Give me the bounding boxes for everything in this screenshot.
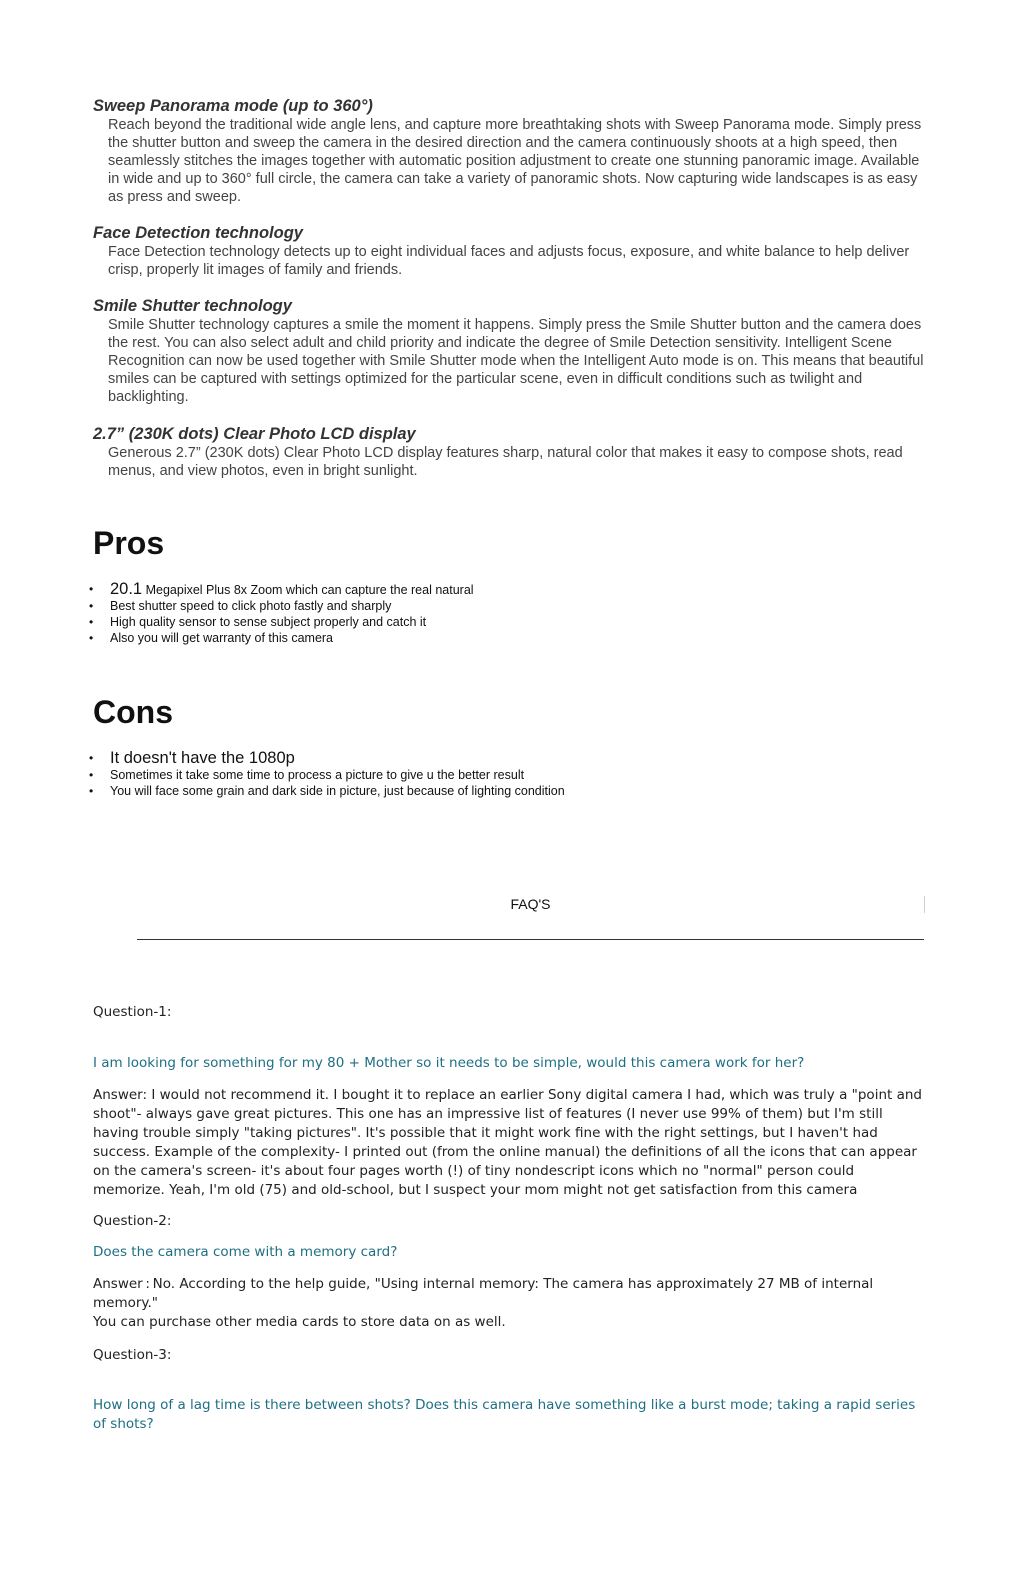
list-item-text: Megapixel Plus 8x Zoom which can capture the real natural — [142, 583, 474, 597]
list-item — [93, 630, 474, 646]
list-item-text: Best shutter speed to click photo fastly and sharply — [110, 599, 392, 613]
pros-list — [93, 581, 474, 646]
feature-smile-shutter — [93, 296, 933, 406]
question-text: How long of a lag time is there between shots? Does this camera have something like a burst mode; taking a rapid series of shots? — [93, 1397, 916, 1432]
divider — [137, 939, 924, 940]
feature-title: 2.7” (230K dots) Clear Photo LCD display — [93, 425, 416, 443]
feature-body: Generous 2.7” (230K dots) Clear Photo LCD display features sharp, natural color that makes it easy to compose shots, read menus, and view photos, even in bright sunlight. — [108, 445, 903, 479]
list-item-text: High quality sensor to sense subject properly and catch it — [110, 615, 427, 629]
divider — [924, 896, 925, 913]
faq-heading: FAQ'S — [510, 896, 551, 912]
pros-lead-number: 20.1 — [110, 580, 143, 598]
list-item — [93, 598, 474, 614]
question-label: Question-3: — [93, 1347, 172, 1363]
pros-heading: Pros — [93, 525, 165, 561]
list-item: • You will face some grain and dark side in picture, just because of lighting condition — [93, 783, 565, 799]
list-item — [93, 581, 474, 598]
question-label: Question-2: — [93, 1213, 172, 1229]
question-label: Question-1: — [93, 1004, 172, 1020]
feature-body: Reach beyond the traditional wide angle lens, and capture more breathtaking shots with Sweep Panorama mode. Simply press the shutter button and sweep the camera in the desired direction and the camera continuously shoots at a high speed, then seamlessly stitches the images together with automatic position adjustment to create one stunning panoramic image. Available in wide and up to 360° full circle, the camera can take a variety of panoramic shots. Now capturing wide landscapes is as easy as press and sweep. — [108, 117, 922, 205]
question-text: I am looking for something for my 80 + Mother so it needs to be simple, would this camera work for her? — [93, 1055, 805, 1071]
list-item: • Sometimes it take some time to process a picture to give u the better result — [93, 767, 565, 783]
feature-sweep-panorama — [93, 96, 933, 206]
cons-heading: Cons — [93, 694, 173, 730]
feature-title: Sweep Panorama mode (up to 360°) — [93, 97, 373, 115]
answer-text: Answer : No. According to the help guide, "Using internal memory: The camera has approximately 27 MB of internal memory." — [93, 1276, 874, 1311]
list-item — [93, 614, 474, 630]
cons-list — [93, 749, 565, 799]
feature-face-detection — [93, 223, 933, 279]
feature-lcd-display — [93, 424, 933, 480]
feature-body: Smile Shutter technology captures a smile the moment it happens. Simply press the Smile Shutter button and the camera does the rest. You can also select adult and child priority and indicate the degree of Smile Detection sensitivity. Intelligent Scene Recognition can now be used together with Smile Shutter mode when the Intelligent Auto mode is on. This means that beautiful smiles can be captured with settings optimized for the particular scene, even in difficult conditions such as twilight and backlighting. — [108, 317, 924, 405]
answer-text: You can purchase other media cards to store data on as well. — [93, 1314, 506, 1330]
feature-body: Face Detection technology detects up to eight individual faces and adjusts focus, exposure, and white balance to help deliver crisp, properly lit images of family and friends. — [108, 244, 910, 278]
list-item-text: Also you will get warranty of this camera — [110, 631, 334, 645]
feature-title: Face Detection technology — [93, 224, 303, 242]
list-item: • It doesn't have the 1080p — [93, 749, 565, 767]
answer-text: Answer: I would not recommend it. I bought it to replace an earlier Sony digital camera I had, which was truly a "point and shoot"- always gave great pictures. This one has an impressive list of features (I never use 99% of them) but I'm still having trouble simply "taking pictures". It's possible that it might work fine with the right settings, but I haven't had success. Example of the complexity- I printed out (from the online manual) the definitions of all the icons that can appear on the camera's screen- it's about four pages worth (!) of tiny nondescript icons which no "normal" person could memorize. Yeah, I'm old (75) and old-school, but I suspect your mom might not get satisfaction from this camera — [93, 1087, 922, 1198]
feature-title: Smile Shutter technology — [93, 297, 292, 315]
question-text: Does the camera come with a memory card? — [93, 1244, 398, 1260]
